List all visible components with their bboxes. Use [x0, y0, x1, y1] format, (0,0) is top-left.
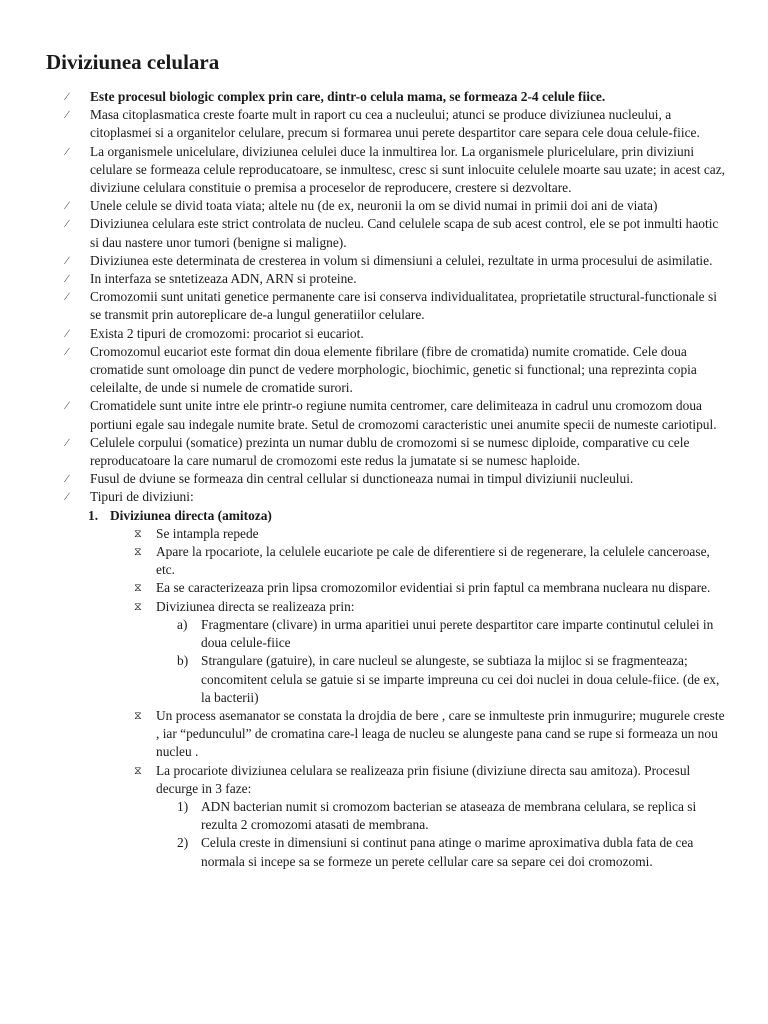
sub-bullet-item	[134, 762, 728, 871]
hourglass-bullet-icon: ⧖	[134, 600, 142, 613]
alpha-item	[177, 616, 728, 652]
bullet-item	[66, 106, 728, 142]
alpha-marker: b)	[177, 653, 189, 669]
page-title: Diviziunea celulara	[46, 50, 220, 74]
numbered-item	[177, 834, 728, 870]
sub-bullet-item	[134, 543, 728, 579]
italic-slash-bullet-icon: ∕	[66, 254, 68, 267]
italic-slash-bullet-icon: ∕	[66, 345, 68, 358]
italic-slash-bullet-icon: ∕	[66, 218, 68, 231]
italic-slash-bullet-icon: ∕	[66, 145, 68, 158]
italic-slash-bullet-icon: ∕	[66, 400, 68, 413]
alpha-text: Fragmentare (clivare) in urma aparitiei unui perete despartitor care imparte continutul celulei in doua celule-fiice	[201, 616, 714, 651]
section-title: Diviziunea directa (amitoza)	[110, 507, 272, 523]
section-list	[90, 507, 728, 871]
hourglass-bullet-icon: ⧖	[134, 527, 142, 540]
sub-bullet-text: Se intampla repede	[156, 525, 259, 541]
bullet-text: In interfaza se sntetizeaza ADN, ARN si proteine.	[90, 271, 357, 287]
italic-slash-bullet-icon: ∕	[66, 200, 68, 213]
bullet-item	[66, 325, 728, 343]
italic-slash-bullet-icon: ∕	[66, 473, 68, 486]
bullet-item	[66, 197, 728, 215]
bullet-item	[66, 343, 728, 398]
italic-slash-bullet-icon: ∕	[66, 109, 68, 122]
bullet-text: Fusul de dviune se formeaza din central cellular si dunctioneaza numai in timpul diviziunii nucleului.	[90, 471, 634, 487]
sub-bullet-text: Diviziunea directa se realizeaza prin:	[156, 598, 355, 614]
sub-bullet-text: La procariote diviziunea celulara se realizeaza prin fisiune (diviziune directa sau amitoza). Procesul decurge in 3 faze:	[156, 762, 691, 796]
numbered-list	[156, 798, 728, 871]
bullet-item	[66, 434, 728, 470]
alpha-marker: a)	[177, 616, 188, 632]
bullet-item	[66, 270, 728, 288]
bullet-item	[66, 488, 728, 506]
bullet-text: La organismele unicelulare, diviziunea celulei duce la inmultirea lor. La organismele pluricelulare, prin diviziuni celulare se formeaza celule reproducatoare, se inmultesc, cresc si sunt inlocuite celulele moarte sau uzate; in acest caz, diviziune celulara constituie o premisa a proceselor de reproducere, crestere si dezvoltare.	[90, 143, 725, 196]
sub-bullet-list	[110, 525, 728, 871]
sub-bullet-item	[134, 579, 728, 597]
bullet-text: Este procesul biologic complex prin care, dintr-o celula mama, se formeaza 2-4 celule fiice.	[90, 89, 606, 104]
hourglass-bullet-icon: ⧖	[134, 546, 142, 559]
italic-slash-bullet-icon: ∕	[66, 91, 68, 103]
alpha-text: Strangulare (gatuire), in care nucleul se alungeste, se subtiaza la mijloc si se fragmenteaza; concomitent celula se gatuie si se imparte impreuna cu cei doi nuclei in doua celule-fiice. (de ex, la bacterii)	[201, 653, 720, 705]
bullet-text: Tipuri de diviziuni:	[90, 489, 194, 505]
sub-bullet-item	[134, 707, 728, 762]
bullet-text: Exista 2 tipuri de cromozomi: procariot si eucariot.	[90, 325, 364, 341]
bullet-item	[66, 288, 728, 324]
bullet-item	[66, 397, 728, 433]
bullet-text: Cromatidele sunt unite intre ele printr-o regiune numita centromer, care delimiteaza in cadrul unu cromozom doua portiuni egale sau indegale numite brate. Setul de cromozomi caracteristic unei anumite specii de numeste cariotipul.	[90, 398, 717, 432]
bullet-text: Cromozomul eucariot este format din doua elemente fibrilare (fibre de cromatida) numite cromatide. Cele doua cromatide sunt omoloage din punct de vedere morphologic, biochimic, genetic si functional; una reprezinta copia celeilalte, de unde si numele de cromatide surori.	[90, 343, 697, 396]
bullet-text: Cromozomii sunt unitati genetice permanente care isi conserva individualitatea, proprietatile structural-functionale si se transmit prin autoreplicare de-a lungul generatiilor celulare.	[90, 289, 717, 323]
italic-slash-bullet-icon: ∕	[66, 327, 68, 340]
bullet-item	[66, 143, 728, 198]
numbered-marker: 2)	[177, 835, 189, 851]
italic-slash-bullet-icon: ∕	[66, 273, 68, 286]
numbered-text: ADN bacterian numit si cromozom bacterian se ataseaza de membrana celulara, se replica si rezulta 2 cromozomi atasati de membrana.	[201, 798, 697, 833]
sub-bullet-item	[134, 525, 728, 543]
italic-slash-bullet-icon: ∕	[66, 491, 68, 504]
bullet-text: Celulele corpului (somatice) prezinta un numar dublu de cromozomi si se numesc diploide, comparative cu cele reproducatoare la care numarul de cromozomi este redus la jumatate si se numesc haploide.	[90, 434, 690, 469]
bullet-item	[66, 252, 728, 270]
alpha-item	[177, 652, 728, 707]
alpha-list	[156, 616, 728, 707]
bullet-item	[66, 88, 728, 106]
hourglass-bullet-icon: ⧖	[134, 709, 142, 722]
sub-bullet-text: Ea se caracterizeaza prin lipsa cromozomilor evidentiai si prin faptul ca membrana nucleara nu dispare.	[156, 580, 711, 596]
bullet-text: Diviziunea este determinata de cresterea in volum si dimensiuni a celulei, rezultate in urma procesului de asimilatie.	[90, 252, 713, 268]
bullet-text: Diviziunea celulara este strict controlata de nucleu. Cand celulele scapa de sub acest control, ele se pot inmulti haotic si dau nastere unor tumori (benigne si maligne).	[90, 216, 719, 250]
sub-bullet-text: Apare la rpocariote, la celulele eucariote pe cale de diferentiere si de regenerare, la celulele canceroase, etc.	[156, 544, 710, 578]
italic-slash-bullet-icon: ∕	[66, 291, 68, 304]
sub-bullet-text: Un process asemanator se constata la drojdia de bere , care se inmulteste prin inmugurire; mugurele creste , iar “pedunculul” de cromatina care-l leaga de nucleu se alungeste pana cand se rupe si formeaza un nou nucleu .	[156, 707, 725, 760]
bullet-item	[66, 470, 728, 488]
numbered-marker: 1)	[177, 798, 189, 814]
section-item	[88, 507, 728, 871]
italic-slash-bullet-icon: ∕	[66, 436, 68, 449]
sub-bullet-item	[134, 598, 728, 707]
numbered-item	[177, 798, 728, 834]
main-bullet-list	[46, 88, 728, 871]
bullet-item	[66, 215, 728, 251]
bullet-text: Unele celule se divid toata viata; altele nu (de ex, neuronii la om se divid numai in primii doi ani de viata)	[90, 198, 658, 214]
section-number: 1.	[88, 507, 99, 523]
numbered-text: Celula creste in dimensiuni si continut pana atinge o marime aproximativa dubla fata de cea normala si incepe sa se formeze un perete cellular care sa separe cei doi cromozomi.	[201, 835, 694, 869]
hourglass-bullet-icon: ⧖	[134, 582, 142, 595]
bullet-text: Masa citoplasmatica creste foarte mult in raport cu cea a nucleului; atunci se produce diviziunea nucleului, a citoplasmei si a organitelor celulare, precum si formarea unui perete despartitor care separa cele doua celule-fiice.	[90, 107, 700, 141]
hourglass-bullet-icon: ⧖	[134, 764, 142, 777]
section-wrapper	[90, 507, 728, 871]
